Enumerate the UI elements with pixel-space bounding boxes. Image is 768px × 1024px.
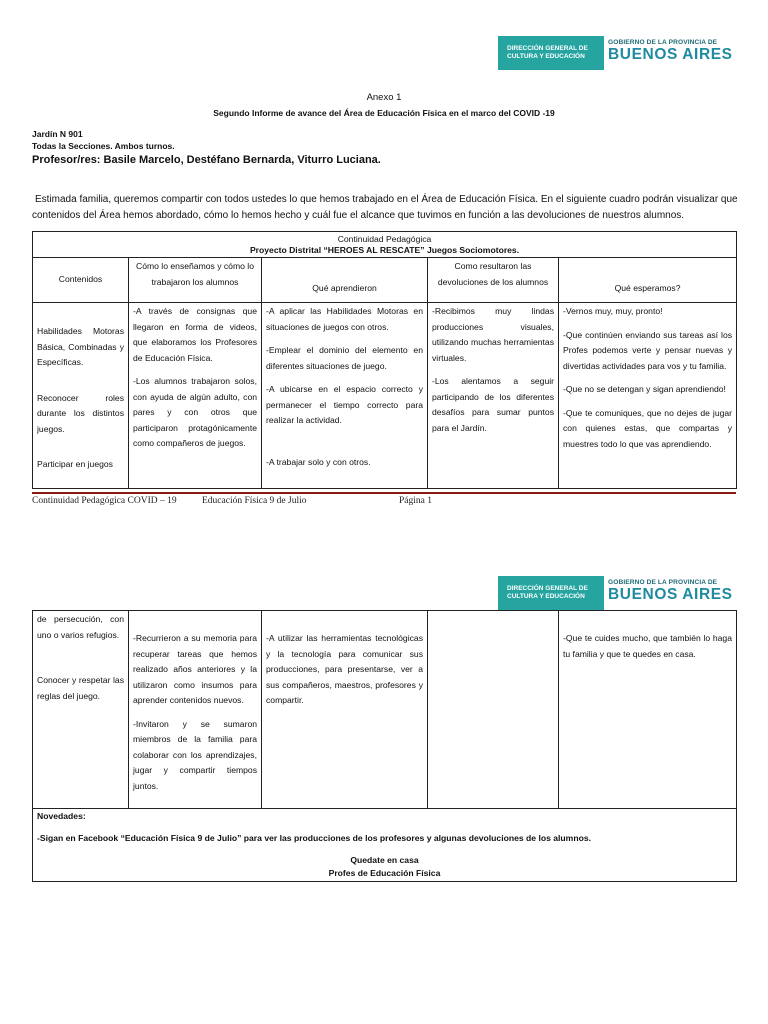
school-name: Jardín N 901	[32, 129, 83, 139]
aprendieron-item: -A trabajar solo y con otros.	[266, 456, 371, 467]
como-item: -Recurrieron a su memoria para recuperar tareas que hemos realizado años anteriores y la utilizaron como insumos para aprender contenidos nuevos.	[133, 633, 257, 705]
esperamos-item: -Que continúen enviando sus tareas así los Profes podemos verte y pensar nuevas y divertidas actividades para vos y tu familia.	[563, 329, 733, 371]
cell-como-p1	[129, 303, 262, 489]
logo-ba: BUENOS AIRES	[608, 586, 733, 603]
como-item: -A través de consignas que llegaron en forma de videos, que elaboramos los Profesores de Educación Física.	[133, 306, 257, 363]
novedades-label: Novedades:	[37, 811, 86, 821]
cell-como-p2	[129, 611, 262, 809]
devoluciones-item: -Recibimos muy lindas producciones visuales, utilizando muchas herramientas virtuales.	[432, 306, 554, 363]
cell-devoluciones-p2	[428, 611, 559, 809]
footer-page: Página 1	[399, 496, 432, 506]
contenido-item: Reconocer roles durante los distintos juegos.	[37, 392, 124, 434]
esperamos-item: -Que te comuniques, que no dejes de jugar con quienes estas, que compartas y muestres todo lo que vas aprendiendo.	[563, 407, 733, 449]
government-logo	[498, 36, 736, 70]
logo-line2: CULTURA Y EDUCACIÓN	[507, 53, 585, 60]
novedades-text: -Sigan en Facebook “Educación Física 9 de Julio” para ver las producciones de los profesores y algunas devoluciones de los alumnos.	[37, 833, 591, 843]
logo-gob: GOBIERNO DE LA PROVINCIA DE	[608, 39, 718, 46]
cell-aprendieron-p2	[262, 611, 428, 809]
closing-signature: Profes de Educación Física	[328, 868, 441, 878]
table-project: Proyecto Distrital “HEROES AL RESCATE” Juegos Sociomotores.	[249, 245, 520, 255]
header-devoluciones: Como resultaron las devoluciones de los alumnos	[428, 258, 559, 303]
esperamos-item: -Que no se detengan y sigan aprendiendo!	[563, 384, 726, 394]
header-contenidos: Contenidos	[33, 258, 129, 303]
header-esperamos: Qué esperamos?	[559, 258, 737, 303]
aprendieron-item: -Emplear el dominio del elemento en diferentes situaciones de juego.	[266, 345, 423, 371]
contenido-item: Participar en juegos	[37, 459, 113, 469]
intro-text: Estimada familia, queremos compartir con todos ustedes lo que hemos trabajado en el Área de Educación Física. En el siguiente cuadro podrán visualizar que contenidos del Área hemos abordado, cómo lo hemos hecho y cuál fue el alcance que tuvimos en función a las devoluciones de nuestros alumnos.	[32, 194, 738, 221]
como-item: -Invitaron y se sumaron miembros de la familia para colaborar con los aprendizajes, jugar y compartir tiempos juntos.	[133, 718, 257, 791]
esperamos-item: -Vernos muy, muy, pronto!	[563, 306, 663, 316]
table-title-cell	[33, 232, 737, 258]
novedades-cell	[33, 809, 737, 882]
table-title: Continuidad Pedagógica	[337, 234, 432, 244]
government-logo-page2	[498, 576, 736, 610]
footer-center: Educación Física 9 de Julio	[202, 496, 307, 506]
cell-contenidos-p1	[33, 303, 129, 489]
contenido-item: Conocer y respetar las reglas del juego.	[37, 675, 124, 701]
como-item: -Los alumnos trabajaron solos, con ayuda de algún adulto, con pares y con otros que participaron protagónicamente como compañeros de juegos.	[133, 376, 257, 448]
intro-paragraph	[32, 192, 738, 224]
content-table-page2	[32, 610, 737, 882]
footer-left: Continuidad Pedagógica COVID – 19	[32, 496, 177, 506]
header-como: Cómo lo enseñamos y cómo lo trabajaron los alumnos	[129, 258, 262, 303]
header-aprendieron: Qué aprendieron	[262, 258, 428, 303]
closing-stay-home: Quedate en casa	[350, 855, 419, 865]
logo-line2: CULTURA Y EDUCACIÓN	[507, 593, 585, 600]
annex-label: Anexo 1	[366, 92, 402, 103]
sections-line: Todas la Secciones. Ambos turnos.	[32, 141, 175, 151]
logo-line1: DIRECCIÓN GENERAL DE	[507, 45, 588, 52]
footer-rule	[32, 492, 736, 494]
logo-dgce-block	[498, 36, 604, 70]
logo-ba: BUENOS AIRES	[608, 46, 733, 63]
cell-aprendieron-p1	[262, 303, 428, 489]
logo-line1: DIRECCIÓN GENERAL DE	[507, 585, 588, 592]
logo-dgce-block	[498, 576, 604, 610]
contenido-item: Habilidades Motoras Básica, Combinadas y Específicas.	[37, 326, 124, 367]
cell-contenidos-p2	[33, 611, 129, 809]
contenido-item: de persecución, con uno o varios refugios.	[37, 614, 124, 640]
teachers-line: Profesor/res: Basile Marcelo, Destéfano Bernarda, Viturro Luciana.	[32, 154, 381, 166]
cell-esperamos-p2	[559, 611, 737, 809]
devoluciones-item: -Los alentamos a seguir participando de los diferentes desafíos para sumar puntos para el Jardín.	[432, 376, 554, 433]
aprendieron-item: -A utilizar las herramientas tecnológicas y la tecnología para comunicar sus producciones, para presentarse, ver a sus compañeros, maestros, profesores y compartir.	[266, 633, 423, 705]
logo-gob: GOBIERNO DE LA PROVINCIA DE	[608, 579, 718, 586]
aprendieron-item: -A ubicarse en el espacio correcto y permanecer el tiempo correcto para realizar la actividad.	[266, 384, 423, 425]
cell-esperamos-p1	[559, 303, 737, 489]
cell-devoluciones-p1	[428, 303, 559, 489]
aprendieron-item: -A aplicar las Habilidades Motoras en situaciones de juegos con otros.	[266, 306, 423, 332]
content-table-page1	[32, 231, 737, 489]
document-subtitle: Segundo Informe de avance del Área de Educación Física en el marco del COVID -19	[213, 108, 555, 118]
esperamos-item: -Que te cuides mucho, que también lo haga tu familia y que te quedes en casa.	[563, 633, 732, 659]
